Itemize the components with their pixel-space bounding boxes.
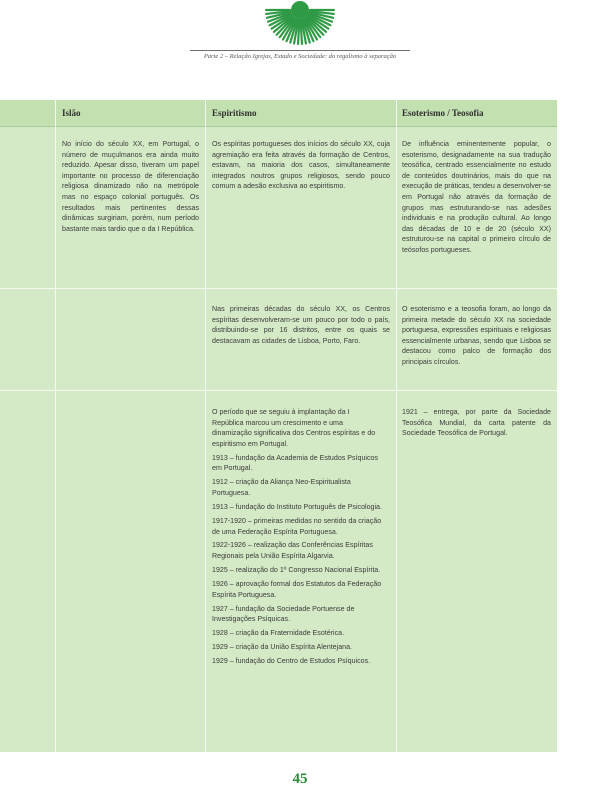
timeline-entry: 1926 – aprovação formal dos Estatutos da Federação Espírita Portuguesa. bbox=[212, 580, 382, 599]
column-divider bbox=[55, 100, 56, 752]
table-cell-row3-espiritismo bbox=[212, 407, 382, 670]
column-divider bbox=[205, 100, 206, 752]
timeline-entry: 1917-1920 – primeiras medidas no sentido da criação de uma Federação Espírita Portuguesa. bbox=[212, 516, 382, 536]
column-header-islao: Islão bbox=[62, 108, 81, 118]
timeline-entry: 1927 – fundação da Sociedade Portuense de Investigações Psíquicas. bbox=[212, 604, 355, 624]
column-divider bbox=[396, 100, 397, 752]
table-cell-row1-espiritismo: Os espíritas portugueses dos inícios do século XX, cuja agremiação era feita através da formação de Centros, estavam, na maioria dos casos, simultaneamente integrados noutros grupos religiosos, sendo pouco comum a adesão exclusiva ao espiritismo. bbox=[212, 140, 390, 191]
timeline-entry: 1913 – fundação do Instituto Português de Psicologia. bbox=[212, 502, 382, 511]
table-cell-row2-esoterismo: O esoterismo e a teosofia foram, ao longo da primeira metade do século XX na sociedade portuguesa, expressões espirituais e religiosas essencialmente urbanas, sendo que Lisboa se destacou como palco de formação dos principais círculos. bbox=[402, 305, 551, 366]
timeline-entry: 1929 – criação da União Espírita Alentejana. bbox=[212, 643, 352, 652]
page-number: 45 bbox=[292, 771, 308, 787]
green-sunburst-emblem-icon bbox=[262, 0, 338, 46]
timeline-entry: O período que se seguiu à implantação da I República marcou um crescimento e uma dinamização significativa dos Centros espíritas e do espiritismo em Portugal. bbox=[212, 408, 376, 448]
timeline-entry: 1912 – criação da Aliança Neo-Espiritualista Portuguesa. bbox=[212, 478, 351, 497]
column-header-esoterismo: Esoterismo / Teosofia bbox=[402, 108, 484, 118]
header-rule bbox=[190, 50, 410, 51]
table-cell-row1-esoterismo: De influência eminentemente popular, o esoterismo, designadamente na sua tradução teosófica, centrado essencialmente no estudo de conteúdos doutrinários, mais do que na execução de práticas, tendeu a desenvolver-se em Portugal não através da formação de grupos mas estruturando-se nas adesões individuais e na produção cultural. Ao longo das décadas de 10 e de 20 (século XX) estruturou-se na capital o primeiro círculo de teósofos portugueses. bbox=[402, 140, 551, 254]
timeline-entry: 1913 – fundação da Academia de Estudos Psíquicos em Portugal. bbox=[212, 453, 379, 473]
running-head: Parte 2 – Relação Igrejas, Estado e Sociedade: do regalismo à separação bbox=[203, 53, 397, 60]
table-cell-row2-espiritismo: Nas primeiras décadas do século XX, os Centros espíritas desenvolveram-se um pouco por todo o país, distribuindo-se por 16 distritos, entre os quais se destacavam as cidades de Lisboa, Porto, Faro. bbox=[212, 305, 390, 345]
row-divider bbox=[0, 288, 557, 289]
timeline-entry: 1929 – fundação do Centro de Estudos Psíquicos. bbox=[212, 657, 371, 666]
table-cell-row3-esoterismo: 1921 – entrega, por parte da Sociedade Teosófica Mundial, da carta patente da Sociedade Teosófica de Portugal. bbox=[402, 408, 551, 438]
column-header-espiritismo: Espiritismo bbox=[212, 108, 257, 118]
timeline-entry: 1922-1926 – realização das Conferências Espíritas Regionais pela União Espírita Algarvia. bbox=[212, 541, 373, 561]
row-divider bbox=[0, 390, 557, 391]
table-cell-row1-islao: No início do século XX, em Portugal, o número de muçulmanos era ainda muito reduzido. Apesar disso, tiveram um papel importante no processo de diferenciação religiosa dinamizado não na metrópole mas no espaço colonial português. Os resultados mais pertinentes dessas dinâmicas surgiriam, porém, num período bastante mais tardio que o da I República. bbox=[62, 140, 199, 233]
timeline-entry: 1928 – criação da Fraternidade Esotérica. bbox=[212, 629, 345, 638]
timeline-entry: 1925 – realização do 1º Congresso Nacional Espírita. bbox=[212, 566, 381, 575]
